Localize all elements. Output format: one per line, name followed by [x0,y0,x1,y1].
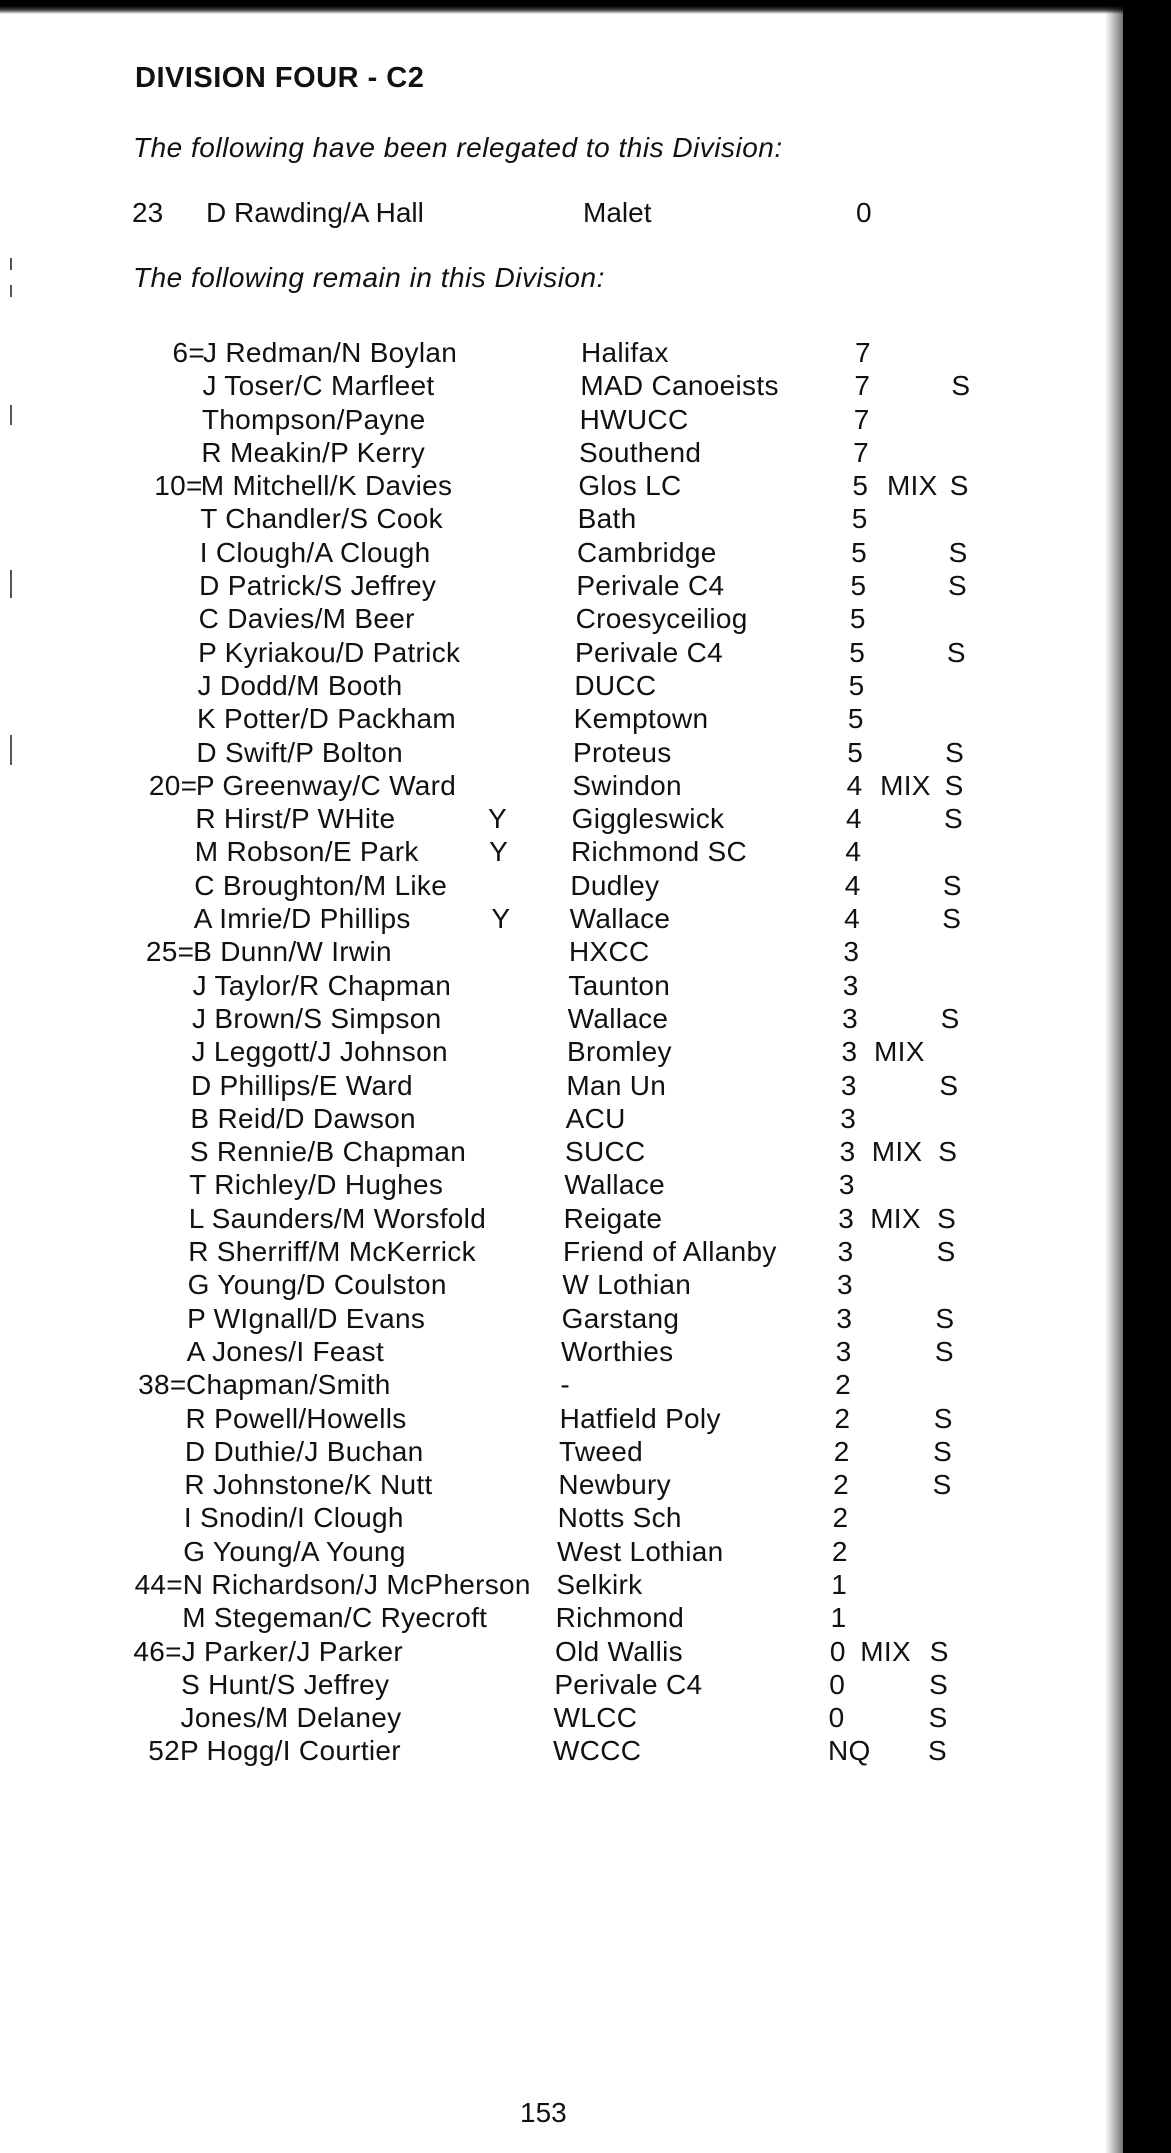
s-flag: S [934,1335,954,1367]
team-names: M Robson/E Park [194,836,419,868]
team-names: D Swift/P Bolton [196,736,404,768]
team-names: J Redman/N Boylan [203,337,458,368]
team-names: C Broughton/M Like [194,869,448,901]
s-flag: S [929,1635,949,1667]
team-names: P Hogg/I Courtier [180,1735,401,1767]
table-row [0,1601,1100,1634]
points: 1 [831,1568,848,1600]
points: 4 [846,803,862,835]
team-names: M Stegeman/C Ryecroft [182,1602,488,1634]
relegated-row [0,196,1100,236]
team-names: I Clough/A Clough [199,536,431,568]
points: NQ [828,1735,871,1767]
s-flag: S [945,736,965,768]
mix-flag: MIX [860,1635,911,1667]
s-flag: S [944,769,964,801]
s-flag: S [928,1735,947,1767]
table-row [0,1701,1100,1734]
table-row [0,1069,1100,1102]
club: - [560,1369,570,1401]
team-names: K Potter/D Packham [196,703,457,735]
table-row [0,1568,1100,1601]
s-flag: S [939,1069,959,1101]
points: 3 [836,1302,853,1334]
team-names: P Kyriakou/D Patrick [198,636,461,668]
s-flag: S [951,370,971,402]
table-row [0,636,1100,669]
club: Perivale C4 [554,1668,703,1700]
club: Proteus [573,736,672,768]
points: 4 [845,836,862,868]
club: Old Wallis [555,1635,683,1667]
rank: 20= [148,769,198,801]
table-row [0,1135,1100,1168]
points: 2 [832,1502,849,1534]
team-names: Thompson/Payne [201,403,426,435]
scan-right-edge [1123,0,1171,2153]
table-row [0,436,1100,469]
s-flag: S [935,1302,955,1334]
table-row [0,1468,1100,1501]
table-row [0,1435,1100,1468]
table-row [0,736,1100,769]
team-names: J Dodd/M Booth [197,669,403,701]
points: 3 [840,1069,857,1101]
club: MAD Canoeists [580,370,779,402]
points: 4 [846,769,863,801]
club: WLCC [553,1702,638,1734]
team-names: A Jones/I Feast [186,1335,385,1367]
s-flag: S [942,869,962,901]
club: Glos LC [578,470,682,502]
points: 0 [829,1635,846,1667]
points: 0 [829,1668,846,1700]
table-row [0,1268,1100,1301]
table-row [0,1102,1100,1135]
rank: 23 [132,197,164,228]
points: 2 [833,1469,850,1501]
team-names: J Taylor/R Chapman [192,969,452,1001]
s-flag: S [938,1136,958,1168]
mix-flag: MIX [870,1202,921,1234]
team-names: D Duthie/J Buchan [184,1435,424,1467]
scan-mark [10,285,12,297]
s-flag: S [948,536,968,568]
points: 5 [850,570,867,602]
club: Halifax [581,337,669,368]
points: 5 [849,603,866,635]
team-names: Jones/M Delaney [180,1702,402,1734]
page-title: DIVISION FOUR - C2 [135,62,425,94]
points: 2 [833,1435,850,1467]
s-flag: S [929,1668,949,1700]
club: Bromley [567,1036,672,1068]
table-row [0,935,1100,968]
table-row [0,969,1100,1002]
table-row [0,569,1100,602]
s-flag: S [937,1202,957,1234]
table-row [0,869,1100,902]
s-flag: S [940,1002,960,1034]
mix-flag: MIX [880,769,931,801]
table-row [0,1535,1100,1568]
s-flag: S [936,1236,956,1268]
points: 2 [831,1535,848,1567]
table-row [0,902,1100,935]
team-names: G Young/D Coulston [187,1269,447,1301]
rank: 38= [138,1369,187,1401]
table-row [0,1734,1100,1767]
s-flag: S [946,636,966,668]
mix-flag: MIX [871,1136,923,1168]
team-names: R Hirst/P WHite [195,803,396,835]
team-names: G Young/A Young [183,1535,406,1567]
table-row [0,802,1100,835]
club: W Lothian [562,1269,692,1301]
club: Newbury [558,1469,671,1501]
rank: 46= [133,1635,182,1667]
scan-top-edge [0,0,1171,14]
table-row [0,1335,1100,1368]
club: Hatfield Poly [559,1402,721,1434]
club: SUCC [565,1136,646,1168]
mix-flag: MIX [874,1036,925,1068]
rank: 10= [154,470,203,502]
table-row [0,1168,1100,1201]
s-flag: S [944,803,963,835]
points: 3 [837,1269,853,1301]
s-flag: S [928,1702,948,1734]
table-row [0,1035,1100,1068]
s-flag: S [933,1402,953,1434]
team-names: B Dunn/W Irwin [193,936,392,968]
points: 4 [844,903,860,935]
club: Southend [579,436,702,468]
club: Richmond [555,1602,685,1634]
team-names: S Rennie/B Chapman [189,1136,467,1168]
points: 3 [838,1169,855,1201]
points: 0 [856,197,872,228]
club: HWUCC [579,403,689,435]
team-names: C Davies/M Beer [198,603,415,635]
rank: 52 [148,1735,180,1767]
club: Wallace [567,1002,669,1034]
table-row [0,536,1100,569]
club: Notts Sch [557,1502,682,1534]
club: Worthies [561,1335,674,1367]
club: Taunton [568,969,671,1001]
points: 3 [837,1236,854,1268]
team-names: R Johnstone/K Nutt [184,1469,433,1501]
club: ACU [565,1102,626,1134]
club: DUCC [574,669,657,701]
team-names: J Toser/C Marfleet [202,370,435,402]
club: Garstang [561,1302,680,1334]
table-row [0,1402,1100,1435]
table-row [0,669,1100,702]
table-row [0,769,1100,802]
points: 3 [841,1036,858,1068]
points: 3 [835,1335,852,1367]
club: WCCC [553,1735,642,1767]
marker: Y [491,903,511,935]
club: Malet [583,197,652,228]
team-names: J Leggott/J Johnson [191,1036,448,1068]
team-names: M Mitchell/K Davies [200,470,453,502]
club: Wallace [569,903,671,935]
club: Kemptown [573,703,709,735]
club: Cambridge [577,536,717,568]
points: 3 [842,969,859,1001]
table-row [0,1668,1100,1701]
points: 3 [842,1002,859,1034]
team-names: N Richardson/J McPherson [182,1568,531,1600]
club: Reigate [563,1202,663,1234]
club: Man Un [566,1069,667,1101]
s-flag: S [933,1435,953,1467]
table-row [0,1002,1100,1035]
table-row [0,1635,1100,1668]
club: HXCC [569,936,650,968]
club: Selkirk [556,1568,643,1600]
mix-flag: MIX [886,470,938,502]
team-names: A Imrie/D Phillips [193,903,411,935]
table-row [0,702,1100,735]
club: Wallace [564,1169,665,1201]
team-names: R Powell/Howells [185,1402,407,1434]
club: Tweed [559,1435,643,1467]
club: Richmond SC [571,836,748,868]
club: West Lothian [557,1535,724,1567]
table-row [0,602,1100,635]
table-row [0,336,1100,369]
points: 5 [851,536,868,568]
page-number: 153 [520,2097,567,2128]
points: 0 [828,1702,845,1734]
team-names: T Richley/D Hughes [189,1169,444,1201]
table-row [0,1302,1100,1335]
points: 3 [838,1202,855,1234]
standings-table [0,336,1100,1768]
club: Bath [577,503,637,535]
s-flag: S [932,1469,952,1501]
rank: 25= [145,936,195,968]
team-names: Chapman/Smith [186,1369,391,1401]
points: 5 [851,503,868,535]
points: 5 [849,636,866,668]
table-row [0,1368,1100,1401]
team-names: B Reid/D Dawson [190,1102,416,1134]
team-names: S Hunt/S Jeffrey [181,1668,390,1700]
club: Swindon [572,769,682,801]
team-names: R Meakin/P Kerry [201,436,426,468]
marker: Y [488,803,507,835]
club: Perivale C4 [575,636,724,668]
team-names: L Saunders/M Worsfold [188,1202,487,1234]
club: Friend of Allanby [563,1236,777,1268]
table-row [0,1501,1100,1534]
team-names: J Brown/S Simpson [192,1002,442,1034]
points: 5 [847,703,864,735]
team-names: P WIgnall/D Evans [187,1302,426,1334]
team-names: I Snodin/I Clough [183,1502,404,1534]
points: 7 [853,436,869,468]
points: 7 [855,337,871,368]
s-flag: S [948,570,967,602]
s-flag: S [942,903,962,935]
marker: Y [489,836,509,868]
club: Perivale C4 [576,570,725,602]
rank: 6= [172,337,205,368]
points: 2 [834,1402,851,1434]
rank: 44= [134,1568,183,1600]
team-names: J Parker/J Parker [181,1635,404,1667]
table-row [0,502,1100,535]
table-row [0,1202,1100,1235]
points: 7 [853,403,870,435]
table-row [0,403,1100,436]
club: Giggleswick [571,803,725,835]
team-names: D Rawding/A Hall [206,197,424,228]
points: 1 [830,1602,847,1634]
points: 4 [844,869,861,901]
team-names: P Greenway/C Ward [195,769,457,801]
points: 5 [847,736,864,768]
team-names: R Sherriff/M McKerrick [188,1236,476,1268]
points: 3 [839,1136,856,1168]
scan-mark [10,258,12,270]
table-row [0,369,1100,402]
table-row [0,1235,1100,1268]
club: Croesyceiliog [575,603,748,635]
table-row [0,835,1100,868]
s-flag: S [949,470,969,502]
remain-heading: The following remain in this Division: [133,262,605,293]
points: 5 [852,470,869,502]
relegated-heading: The following have been relegated to this Division: [133,132,783,163]
points: 7 [854,370,871,402]
points: 3 [840,1102,857,1134]
team-names: D Phillips/E Ward [190,1069,413,1101]
team-names: T Chandler/S Cook [200,503,443,535]
points: 5 [848,669,865,701]
team-names: D Patrick/S Jeffrey [199,570,437,602]
points: 2 [835,1369,851,1401]
club: Dudley [570,869,660,901]
points: 3 [843,936,860,968]
table-row [0,469,1100,502]
